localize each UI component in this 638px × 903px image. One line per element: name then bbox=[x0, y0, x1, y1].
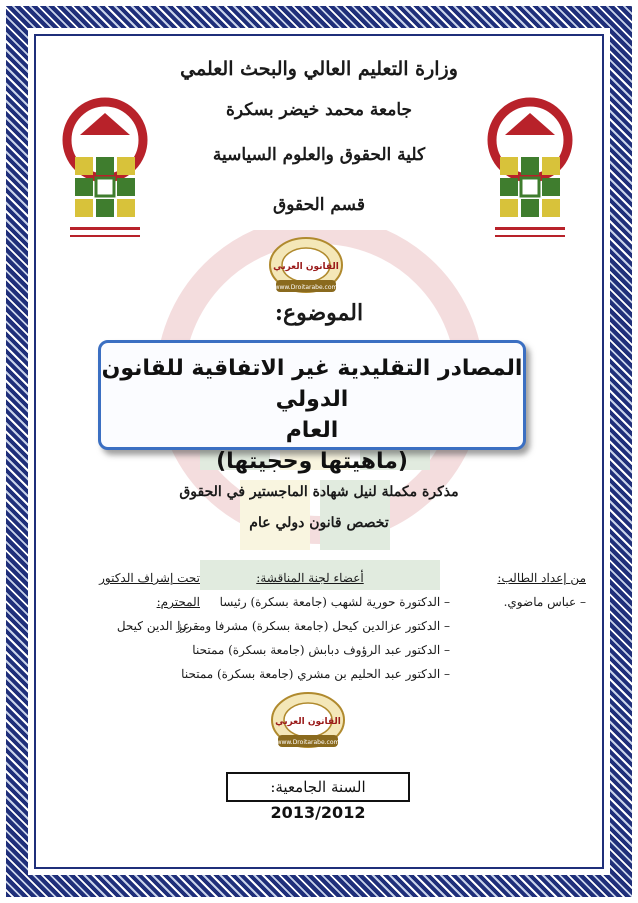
academic-year-box bbox=[226, 772, 410, 822]
ministry-title: وزارة التعليم العالي والبحث العلمي bbox=[180, 58, 458, 80]
department-name: قسم الحقوق bbox=[273, 195, 365, 215]
subject-label: الموضوع: bbox=[274, 300, 364, 326]
committee-member: – الدكتور عبد الرؤوف دبابش (جامعة بسكرة) ممتحنا bbox=[192, 643, 450, 657]
committee-member: – الدكتور عزالدين كيحل (جامعة بسكرة) مشرفا ومقررا bbox=[177, 619, 450, 633]
thesis-title-line3: (ماهيتها وحجيتها) bbox=[216, 449, 408, 474]
svg-text:القانون العربي: القانون العربي bbox=[273, 262, 339, 272]
supervisor-name: – عز الدين كيحل bbox=[116, 619, 200, 633]
svg-text:www.Droitarabe.com: www.Droitarabe.com bbox=[274, 284, 338, 291]
watermark-stamp-bottom bbox=[270, 690, 346, 754]
memo-description: مذكرة مكملة لنيل شهادة الماجستير في الحقوق bbox=[179, 484, 459, 500]
thesis-title-line2: العام bbox=[285, 418, 339, 443]
supervisor-heading: تحت إشراف الدكتور المحترم: bbox=[99, 571, 200, 609]
thesis-title-line1: المصادر التقليدية غير الاتفاقية للقانون الدولي bbox=[101, 356, 523, 412]
supervisor-column bbox=[60, 566, 200, 638]
committee-heading: أعضاء لجنة المناقشة: bbox=[256, 571, 364, 585]
committee-member: – الدكتورة حورية لشهب (جامعة بسكرة) رئيسا bbox=[219, 595, 450, 609]
thesis-title-box bbox=[98, 340, 526, 474]
committee-column bbox=[170, 566, 450, 686]
faculty-name: كلية الحقوق والعلوم السياسية bbox=[212, 145, 426, 165]
academic-year-value: 2013/2012 bbox=[270, 803, 366, 822]
student-heading: من إعداد الطالب: bbox=[497, 571, 586, 585]
student-column bbox=[436, 566, 586, 614]
committee-member: – الدكتور عبد الحليم بن مشري (جامعة بسكرة) ممتحنا bbox=[181, 667, 450, 681]
student-name: – عباس ماضوي. bbox=[503, 595, 586, 609]
svg-text:القانون العربي: القانون العربي bbox=[275, 717, 341, 727]
academic-year-label: السنة الجامعية: bbox=[270, 778, 366, 796]
university-name: جامعة محمد خيضر بسكرة bbox=[225, 100, 413, 120]
watermark-stamp-top bbox=[268, 235, 344, 299]
svg-text:www.Droitarabe.com: www.Droitarabe.com bbox=[276, 739, 340, 746]
specialization: تخصص قانون دولي عام bbox=[249, 515, 389, 531]
